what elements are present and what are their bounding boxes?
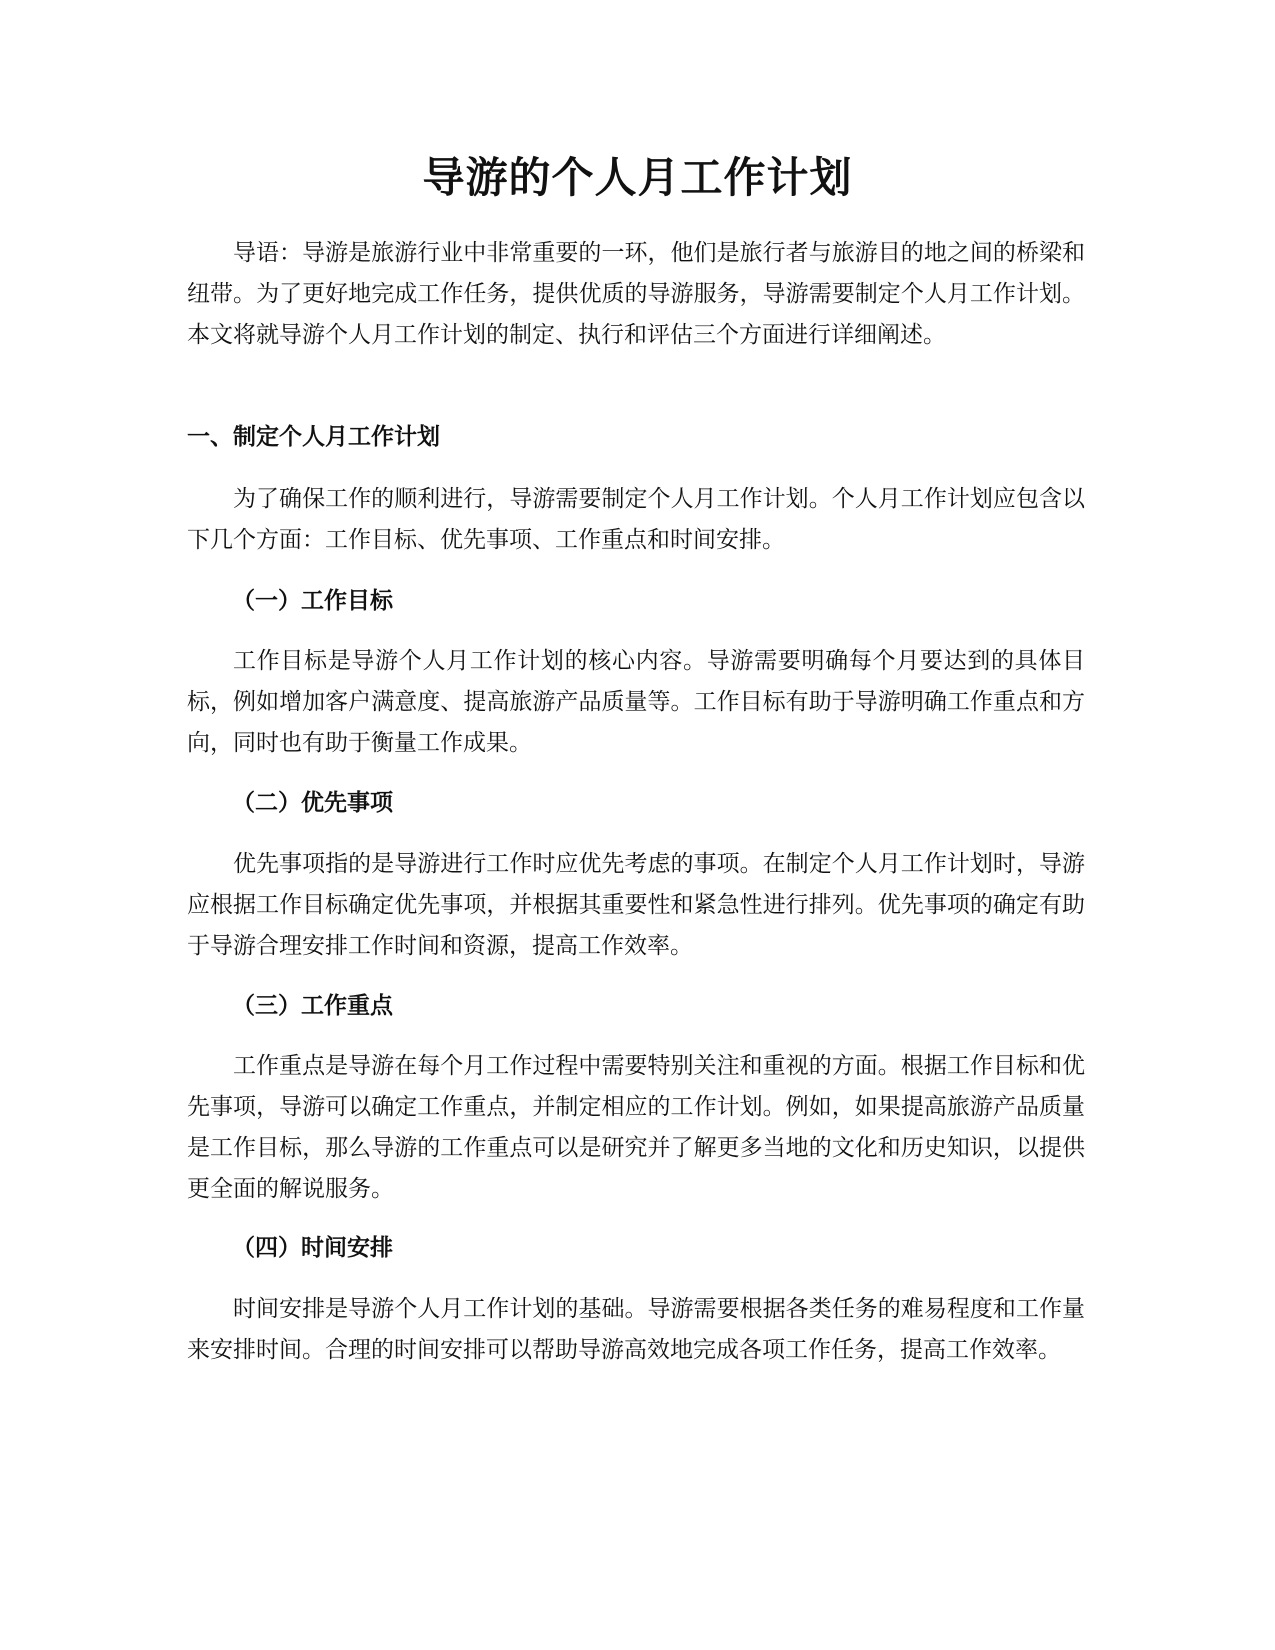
subsection-heading-focus: （三）工作重点 (232, 992, 393, 1019)
subsection-heading-schedule: （四）时间安排 (232, 1234, 393, 1261)
section-heading: 一、制定个人月工作计划 (187, 424, 440, 450)
section-paragraph: 为了确保工作的顺利进行，导游需要制定个人月工作计划。个人月工作计划应包含以下几个方面：工作目标、优先事项、工作重点和时间安排。 (187, 486, 1085, 553)
subsection-paragraph-schedule: 时间安排是导游个人月工作计划的基础。导游需要根据各类任务的难易程度和工作量来安排时间。合理的时间安排可以帮助导游高效地完成各项工作任务，提高工作效率。 (187, 1296, 1085, 1363)
document-title: 导游的个人月工作计划 (422, 153, 853, 202)
intro-paragraph: 导语：导游是旅游行业中非常重要的一环，他们是旅行者与旅游目的地之间的桥梁和纽带。为了更好地完成工作任务，提供优质的导游服务，导游需要制定个人月工作计划。本文将就导游个人月工作计划的制定、执行和评估三个方面进行详细阐述。 (187, 240, 1085, 348)
subsection-paragraph-goals: 工作目标是导游个人月工作计划的核心内容。导游需要明确每个月要达到的具体目标，例如增加客户满意度、提高旅游产品质量等。工作目标有助于导游明确工作重点和方向，同时也有助于衡量工作成果。 (187, 648, 1085, 756)
subsection-paragraph-focus: 工作重点是导游在每个月工作过程中需要特别关注和重视的方面。根据工作目标和优先事项，导游可以确定工作重点，并制定相应的工作计划。例如，如果提高旅游产品质量是工作目标，那么导游的工作重点可以是研究并了解更多当地的文化和历史知识，以提供更全面的解说服务。 (187, 1053, 1085, 1202)
subsection-heading-goals: （一）工作目标 (232, 587, 393, 614)
subsection-paragraph-priorities: 优先事项指的是导游进行工作时应优先考虑的事项。在制定个人月工作计划时，导游应根据工作目标确定优先事项，并根据其重要性和紧急性进行排列。优先事项的确定有助于导游合理安排工作时间和资源，提高工作效率。 (187, 851, 1085, 959)
subsection-heading-priorities: （二）优先事项 (232, 789, 393, 816)
